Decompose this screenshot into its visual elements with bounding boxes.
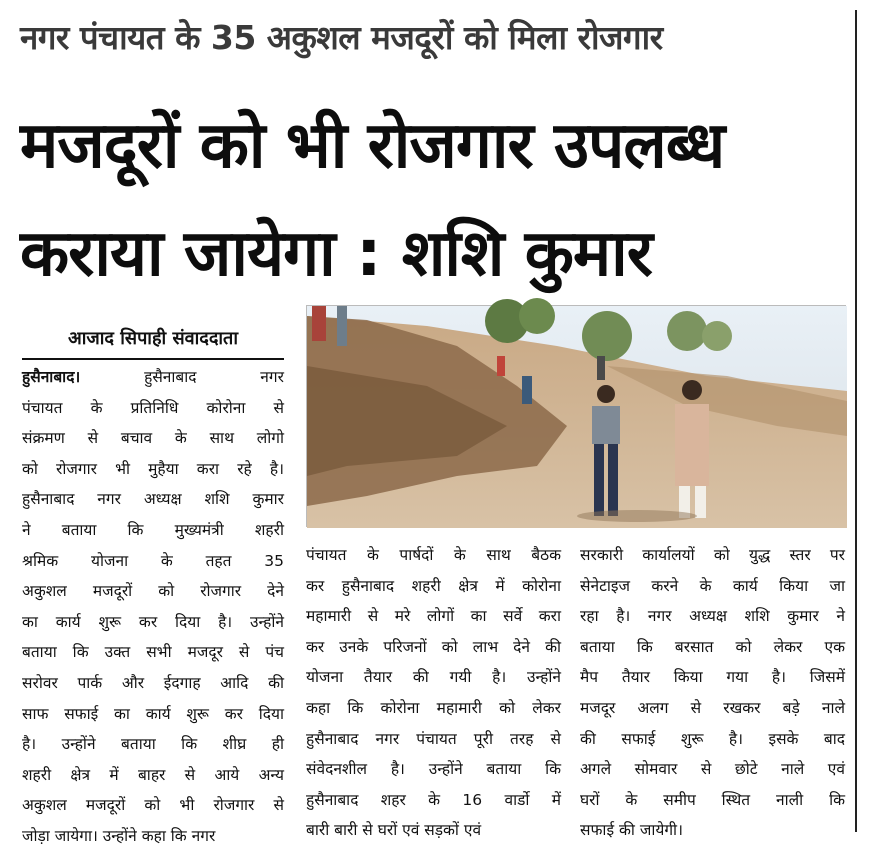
- kicker-headline: नगर पंचायत के 35 अकुशल मजदूरों को मिला रोजगार: [20, 18, 663, 57]
- column-1-line: संक्रमण से बचाव के साथ लोगो: [22, 429, 284, 448]
- column-2-line: हुसैनाबाद शहर के 16 वार्डो में: [306, 790, 561, 809]
- column-1-line: का कार्य शुरू कर दिया है। उन्होंने: [22, 612, 284, 631]
- article-column-1: [22, 362, 284, 845]
- headline-line-2: कराया जायेगा : शशि कुमार: [20, 217, 652, 291]
- column-2-line: बारी बारी से घरों एवं सड़कों एवं: [306, 821, 482, 840]
- column-3-line: सरकारी कार्यालयों को युद्ध स्तर पर: [580, 546, 845, 564]
- column-1-line: सरोवर पार्क और ईदगाह आदि की: [22, 673, 284, 692]
- column-1-line: श्रमिक योजना के तहत 35: [22, 551, 284, 570]
- column-1-line: ने बताया कि मुख्यमंत्री शहरी: [22, 520, 284, 539]
- byline: आजाद सिपाही संवाददाता: [22, 320, 284, 360]
- column-1-line: जोड़ा जायेगा। उन्होंने कहा कि नगर: [22, 826, 216, 845]
- column-1-line: को रोजगार भी मुहैया करा रहे है।: [22, 459, 284, 478]
- column-3-line: मजदूर अलग से रखकर बड़े नाले: [580, 698, 845, 717]
- column-3-line: सेनेटाइज करने के कार्य किया जा: [580, 576, 845, 595]
- column-3-line: अगले सोमवार से छोटे नाले एवं: [580, 760, 845, 779]
- main-headline: [20, 92, 850, 308]
- column-2-line: कर उनके परिजनों को लाभ देने की: [306, 637, 561, 656]
- article-column-2: [306, 540, 561, 840]
- column-1-line: साफ सफाई का कार्य शुरू कर दिया: [22, 704, 284, 723]
- column-2-line: हुसैनाबाद नगर पंचायत पूरी तरह से: [306, 729, 561, 748]
- column-1-line: है। उन्होंने बताया कि शीघ्र ही: [22, 735, 284, 754]
- column-2-line: कर हुसैनाबाद शहरी क्षेत्र में कोरोना: [306, 576, 561, 595]
- column-2-line: योजना तैयार की गयी है। उन्होंने: [306, 668, 561, 687]
- photo-illustration: [307, 306, 847, 528]
- headline-line-1: मजदूरों को भी रोजगार उपलब्ध: [20, 109, 725, 183]
- column-1-line-0-rest: हुसैनाबाद नगर: [144, 368, 284, 386]
- column-1-line: पंचायत के प्रतिनिधि कोरोना से: [22, 398, 284, 417]
- column-1-line: बताया कि उक्त सभी मजदूर से पंच: [22, 643, 284, 662]
- column-3-line: बताया कि बरसात को लेकर एक: [580, 637, 845, 656]
- dateline: हुसैनाबाद।: [22, 368, 81, 386]
- column-3-line: घरों के समीप स्थित नाली कि: [580, 790, 845, 809]
- column-3-line: मैप तैयार किया गया है। जिसमें: [580, 668, 845, 687]
- column-2-line: कहा कि कोरोना महामारी को लेकर: [306, 698, 561, 717]
- column-1-line: अकुशल मजदूरों को भी रोजगार से: [22, 796, 284, 815]
- column-3-line: सफाई की जायेगी।: [580, 821, 683, 840]
- column-2-line: संवेदनशील है। उन्होंने बताया कि: [306, 760, 561, 779]
- news-photo: [306, 305, 846, 527]
- column-2-line: महामारी से मरे लोगों का सर्वे करा: [306, 607, 561, 626]
- column-3-line: की सफाई शुरू है। इसके बाद: [580, 729, 845, 748]
- page-edge-rule: [855, 10, 857, 832]
- column-1-line: हुसैनाबाद नगर अध्यक्ष शशि कुमार: [22, 490, 284, 509]
- article-column-3: [580, 540, 845, 840]
- column-3-line: रहा है। नगर अध्यक्ष शशि कुमार ने: [580, 607, 845, 626]
- column-1-line: शहरी क्षेत्र में बाहर से आये अन्य: [22, 765, 284, 784]
- column-2-line: पंचायत के पार्षदों के साथ बैठक: [306, 546, 561, 564]
- column-1-line: अकुशल मजदूरों को रोजगार देने: [22, 582, 284, 601]
- column-1-first-line: [22, 362, 284, 393]
